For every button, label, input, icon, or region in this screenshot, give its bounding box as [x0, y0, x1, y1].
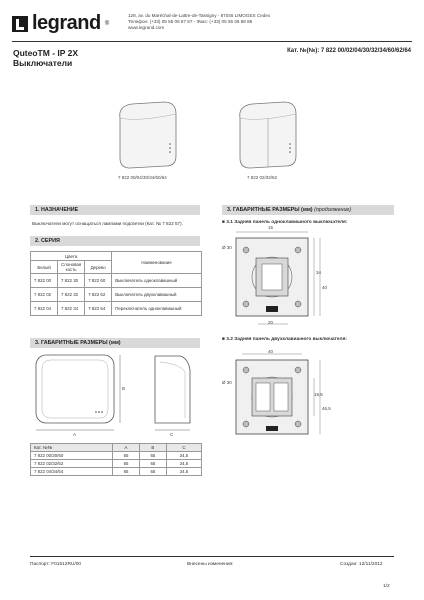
section2-title: 2. СЕРИЯ [30, 236, 200, 246]
passport-number: Паспорт: F01612RU/00 [30, 562, 82, 567]
logo-mark-icon [12, 16, 28, 32]
color-header: Цвета [31, 252, 112, 261]
white-header: Белый [31, 261, 58, 274]
dim-b-label: B [122, 386, 126, 391]
switch-single-image [108, 98, 188, 178]
switch-double-image [228, 98, 308, 178]
table-row: 7 822 02/32/62 65 65 34,5 [31, 460, 202, 468]
website-line: www.legrand.com [128, 25, 165, 30]
dim-a-label: A [73, 432, 77, 437]
caption-single: 7 822 00/04/30/34/60/64 [118, 175, 167, 180]
company-address [128, 13, 270, 31]
d1-right-dim-a: 34 [316, 270, 322, 275]
d2-top-dim: 40 [268, 349, 274, 354]
series-table [30, 251, 202, 316]
d2-right-dim-b: 46,5 [322, 406, 331, 411]
subsection-3-2: ■ 3.2 Задняя панель двухклавишного выключателя: [222, 337, 347, 342]
table-row: 7 822 02 7 822 32 7 822 62 Выключатель двухклавишный [31, 288, 202, 302]
legrand-logo: legrand ® [12, 12, 109, 35]
table-row: 7 822 00/30/60 65 65 34,5 [31, 452, 202, 460]
section3-title: 3. ГАБАРИТНЫЕ РАЗМЕРЫ (мм) [30, 338, 200, 348]
page-number: 1/2 [383, 584, 390, 589]
back-panel-single-drawing [228, 228, 328, 328]
address-line: 128, av. du Maréchal-de-Lattre-de-Tassigny - 87045 LIMOGES Cedex [128, 13, 271, 18]
table-row: 7 822 00 7 822 30 7 822 60 Выключатель одноклавишный [31, 274, 202, 288]
dimensions-table: Кат. №№ A B C 7 822 00/30/60 65 65 34,5 7 822 02/32/62 65 65 34,5 7 822 04/34/64 65 65 34,5 [30, 443, 202, 476]
phone-line: Телефон: (+33) 05 55 06 87 87 - Факс: (+33) 05 55 06 88 88 [128, 19, 253, 24]
wood-header: Дерево [85, 261, 112, 274]
dim-c-label: C [170, 432, 174, 437]
header-divider [12, 41, 412, 42]
section1-title: 1. НАЗНАЧЕНИЕ [30, 205, 200, 215]
brand-name: legrand [32, 12, 101, 34]
product-subtitle: Выключатели [13, 58, 73, 68]
d1-left-dim: Ø 30 [222, 245, 232, 250]
d2-left-dim: Ø 30 [222, 380, 232, 385]
dimension-drawing [30, 350, 205, 435]
footer-divider [30, 556, 394, 557]
d1-top-dim: 15 [268, 225, 274, 230]
catalog-numbers: Кат. №(№): 7 822 00/02/04/30/32/34/60/62/64 [287, 48, 411, 54]
section1-text: Выключатели могут оснащаться лампами подсветки (Кат. № 7 822 57). [32, 221, 183, 226]
product-title: QuteoTM - IP 2X [13, 48, 79, 58]
d1-right-dim-b: 40 [322, 285, 328, 290]
ivory-header: Слоновая кость [58, 261, 85, 274]
back-panel-double-drawing [228, 348, 328, 443]
changes-label: Внесены изменения: [187, 562, 234, 567]
table-row: 7 822 04 7 822 34 7 822 64 Переключатель одноклавишный [31, 302, 202, 316]
subsection-3-1: ■ 3.1 Задняя панель одноклавишного выключателя: [222, 220, 348, 225]
d1-bottom-dim: 20 [268, 320, 274, 325]
name-header: Наименование [112, 252, 202, 274]
created-date: Создан: 12/11/2012 [340, 562, 383, 567]
caption-double: 7 822 02/32/62 [247, 175, 278, 180]
table-row: 7 822 04/34/64 65 65 34,5 [31, 468, 202, 476]
d2-right-dim-a: 19,5 [314, 392, 323, 397]
section3-cont-title: 3. ГАБАРИТНЫЕ РАЗМЕРЫ (мм) (продолжение) [222, 205, 394, 215]
